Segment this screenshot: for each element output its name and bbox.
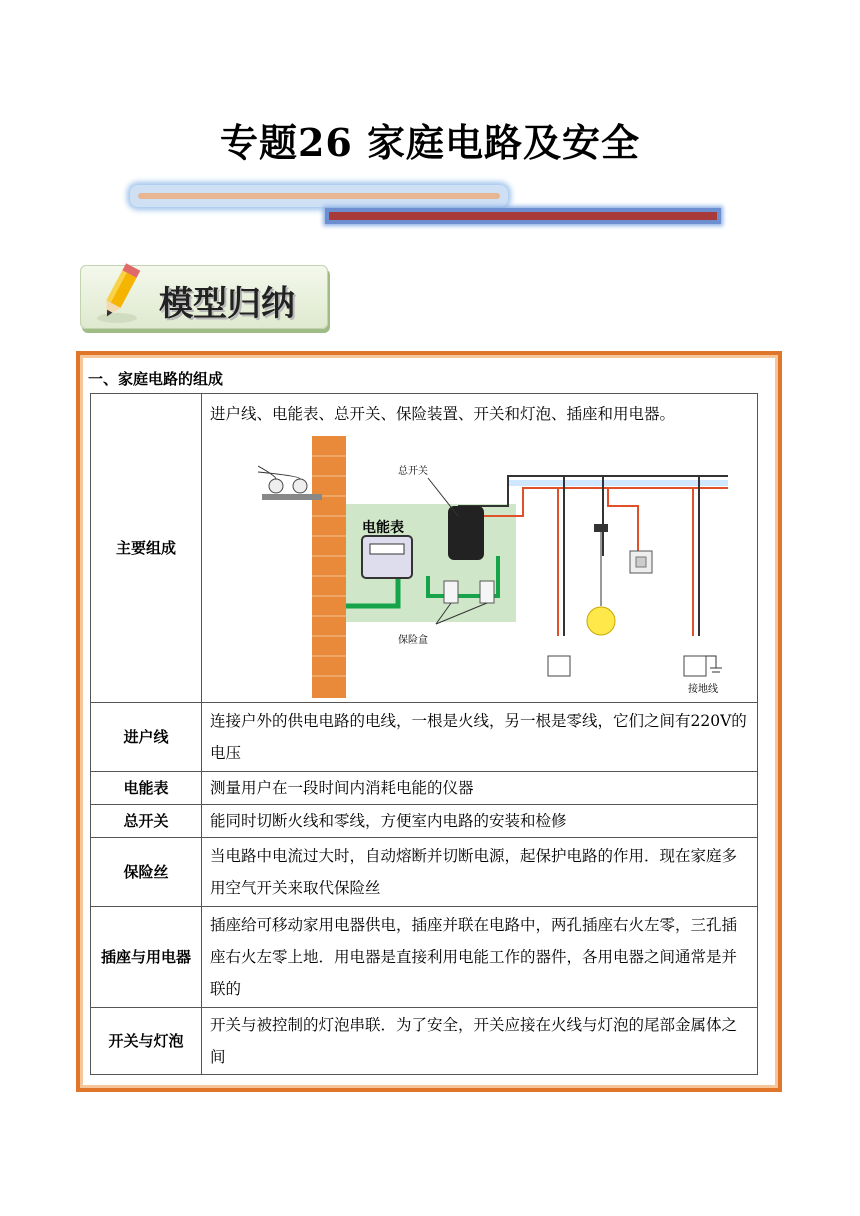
fuse-box-label: 保险盒 <box>398 635 428 646</box>
row-head: 保险丝 <box>91 838 202 907</box>
household-circuit-diagram <box>258 436 728 698</box>
badge-label: 模型归纳 <box>159 284 295 324</box>
row-text: 开关与被控制的灯泡串联．为了安全，开关应接在火线与灯泡的尾部金属体之间 <box>202 1008 758 1075</box>
table-row <box>91 703 758 772</box>
row-text: 插座给可移动家用电器供电，插座并联在电路中，两孔插座右火左零，三孔插座右火左零上地．用电器是直接利用电能工作的器件，各用电器之间通常是并联的 <box>202 907 758 1008</box>
table-row <box>91 1008 758 1075</box>
title-underline-top <box>130 185 508 207</box>
pencil-icon <box>91 260 151 326</box>
meter-label: 电能表 <box>362 520 404 536</box>
row-text: 当电路中电流过大时，自动熔断并切断电源，起保护电路的作用．现在家庭多用空气开关来取代保险丝 <box>202 838 758 907</box>
row-head: 插座与用电器 <box>91 907 202 1008</box>
table-row <box>91 907 758 1008</box>
section-heading: 一、家庭电路的组成 <box>88 370 224 388</box>
composition-table <box>90 393 758 1075</box>
table-row <box>91 394 758 703</box>
title-underline-bottom <box>325 208 721 224</box>
row-text: 连接户外的供电电路的电线，一根是火线，另一根是零线，它们之间有220V的电压 <box>202 703 758 772</box>
table-row <box>91 772 758 805</box>
table-row <box>91 805 758 838</box>
row-head: 进户线 <box>91 703 202 772</box>
page-title: 专题26 家庭电路及安全 <box>219 120 641 165</box>
main-switch-label: 总开关 <box>398 466 428 477</box>
table-row <box>91 838 758 907</box>
row-head: 主要组成 <box>91 394 202 703</box>
row-text: 能同时切断火线和零线，方便室内电路的安装和检修 <box>202 805 758 838</box>
ground-wire-label: 接地线 <box>688 684 718 695</box>
row-head: 总开关 <box>91 805 202 838</box>
section-badge <box>80 265 328 329</box>
row-cell <box>202 394 758 703</box>
row-head: 电能表 <box>91 772 202 805</box>
row-text: 进户线、电能表、总开关、保险装置、开关和灯泡、插座和用电器。 <box>210 405 676 423</box>
row-text: 测量用户在一段时间内消耗电能的仪器 <box>202 772 758 805</box>
row-head: 开关与灯泡 <box>91 1008 202 1075</box>
